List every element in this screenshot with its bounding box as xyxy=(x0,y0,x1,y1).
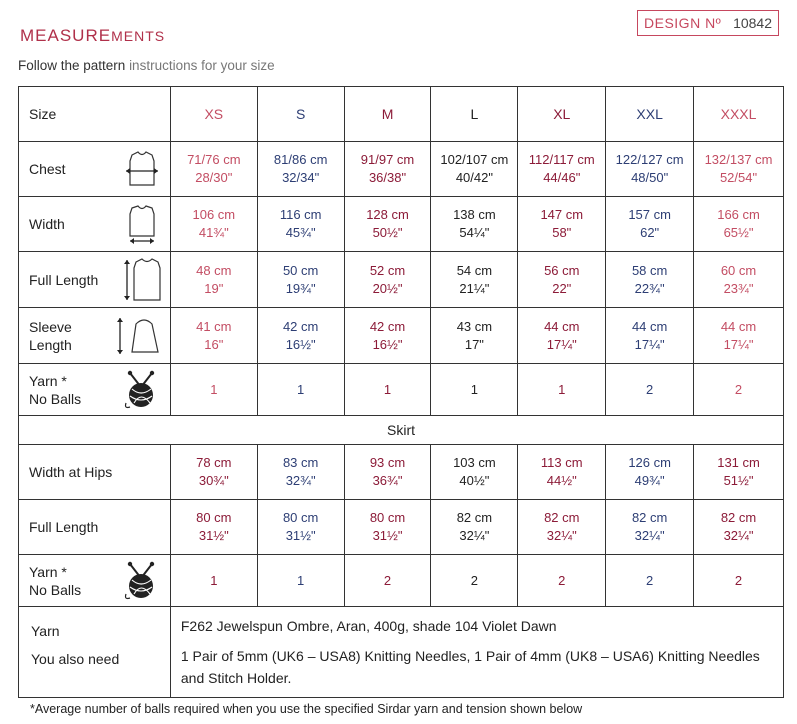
value-cell: 1 xyxy=(431,364,518,416)
value-cell: 2 xyxy=(694,364,784,416)
title-main: MEASURE xyxy=(20,26,112,45)
table-row xyxy=(19,416,784,445)
full-length-label: Full Length xyxy=(29,271,99,288)
value-cell: 50 cm 19¾" xyxy=(257,252,344,308)
value-cell: 82 cm 32¼" xyxy=(694,500,784,555)
value-cell: 112/117 cm 44/46" xyxy=(518,142,606,197)
yarn-ball-icon xyxy=(120,560,162,602)
value-cell: 54 cm 21¼" xyxy=(431,252,518,308)
table-row xyxy=(19,607,784,698)
value-cell: 80 cm 31½" xyxy=(257,500,344,555)
chest-diagram-icon xyxy=(122,149,162,189)
value-cell: 138 cm 54¼" xyxy=(431,197,518,252)
value-cell: 1 xyxy=(170,364,257,416)
table-row xyxy=(19,252,784,308)
notes-values xyxy=(170,607,783,698)
measurements-table xyxy=(18,86,784,698)
value-cell: 80 cm 31½" xyxy=(344,500,431,555)
table-row xyxy=(19,555,784,607)
value-cell: 132/137 cm 52/54" xyxy=(694,142,784,197)
value-cell: 43 cm 17" xyxy=(431,308,518,364)
value-cell: 52 cm 20½" xyxy=(344,252,431,308)
yarn-ball-icon xyxy=(120,369,162,411)
value-cell: 102/107 cm 40/42" xyxy=(431,142,518,197)
value-cell: 1 xyxy=(170,555,257,607)
value-cell: 48 cm 19" xyxy=(170,252,257,308)
size-header: L xyxy=(431,87,518,142)
design-number-box xyxy=(637,10,779,36)
row-label xyxy=(19,364,171,416)
value-cell: 2 xyxy=(344,555,431,607)
value-cell: 2 xyxy=(606,555,694,607)
title-rest: MENTS xyxy=(111,28,166,44)
value-cell: 81/86 cm 32/34" xyxy=(257,142,344,197)
value-cell: 157 cm 62" xyxy=(606,197,694,252)
value-cell: 58 cm 22¾" xyxy=(606,252,694,308)
page-title xyxy=(20,26,165,46)
value-cell: 126 cm 49¾" xyxy=(606,445,694,500)
value-cell: 78 cm 30¾" xyxy=(170,445,257,500)
table-row xyxy=(19,308,784,364)
footnote: *Average number of balls required when you use the specified Sirdar yarn and tension shown below xyxy=(30,702,583,716)
yarn-notes-value: F262 Jewelspun Ombre, Aran, 400g, shade 104 Violet Dawn xyxy=(180,618,557,634)
subtitle-part-a: Follow the pattern xyxy=(18,58,130,73)
table-row xyxy=(19,142,784,197)
value-cell: 80 cm 31½" xyxy=(170,500,257,555)
size-label: Size xyxy=(19,87,171,142)
value-cell: 106 cm 41¾" xyxy=(170,197,257,252)
value-cell: 2 xyxy=(431,555,518,607)
notes-labels xyxy=(19,607,171,698)
yarn-notes-label: Yarn xyxy=(31,623,60,639)
skirt-yarn-label: Yarn * No Balls xyxy=(29,563,82,598)
subtitle xyxy=(18,58,275,73)
value-cell: 93 cm 36¾" xyxy=(344,445,431,500)
table-row xyxy=(19,87,784,142)
value-cell: 113 cm 44½" xyxy=(518,445,606,500)
value-cell: 1 xyxy=(257,364,344,416)
skirt-length-label: Full Length xyxy=(19,500,171,555)
row-label xyxy=(19,555,171,607)
size-header: XXXL xyxy=(694,87,784,142)
size-header: XS xyxy=(170,87,257,142)
row-label xyxy=(19,197,171,252)
value-cell: 122/127 cm 48/50" xyxy=(606,142,694,197)
yarn-label: Yarn * No Balls xyxy=(29,372,82,407)
width-label: Width xyxy=(29,216,65,232)
table-row xyxy=(19,445,784,500)
value-cell: 56 cm 22" xyxy=(518,252,606,308)
chest-label: Chest xyxy=(29,161,66,177)
subtitle-part-b: instructions for your size xyxy=(129,58,275,73)
value-cell: 82 cm 32¼" xyxy=(431,500,518,555)
value-cell: 1 xyxy=(344,364,431,416)
value-cell: 71/76 cm 28/30" xyxy=(170,142,257,197)
width-diagram-icon xyxy=(122,204,162,244)
value-cell: 42 cm 16½" xyxy=(344,308,431,364)
value-cell: 44 cm 17¼" xyxy=(606,308,694,364)
design-label: DESIGN Nº xyxy=(644,15,722,31)
size-header: M xyxy=(344,87,431,142)
value-cell: 42 cm 16½" xyxy=(257,308,344,364)
value-cell: 44 cm 17¼" xyxy=(518,308,606,364)
sleeve-diagram-icon xyxy=(114,312,162,360)
size-header: XXL xyxy=(606,87,694,142)
value-cell: 44 cm 17¼" xyxy=(694,308,784,364)
value-cell: 2 xyxy=(606,364,694,416)
length-diagram-icon xyxy=(122,256,162,304)
value-cell: 82 cm 32¼" xyxy=(606,500,694,555)
value-cell: 2 xyxy=(518,555,606,607)
value-cell: 1 xyxy=(257,555,344,607)
row-label xyxy=(19,252,171,308)
value-cell: 166 cm 65½" xyxy=(694,197,784,252)
design-number: 10842 xyxy=(733,15,772,31)
value-cell: 1 xyxy=(518,364,606,416)
table-row xyxy=(19,500,784,555)
size-header: XL xyxy=(518,87,606,142)
value-cell: 116 cm 45¾" xyxy=(257,197,344,252)
value-cell: 83 cm 32¾" xyxy=(257,445,344,500)
value-cell: 147 cm 58" xyxy=(518,197,606,252)
value-cell: 103 cm 40½" xyxy=(431,445,518,500)
row-label xyxy=(19,142,171,197)
value-cell: 131 cm 51½" xyxy=(694,445,784,500)
need-notes-label: You also need xyxy=(31,651,120,667)
value-cell: 128 cm 50½" xyxy=(344,197,431,252)
value-cell: 41 cm 16" xyxy=(170,308,257,364)
table-row xyxy=(19,364,784,416)
hips-label: Width at Hips xyxy=(19,445,171,500)
skirt-header: Skirt xyxy=(19,416,784,445)
table-row xyxy=(19,197,784,252)
value-cell: 91/97 cm 36/38" xyxy=(344,142,431,197)
value-cell: 2 xyxy=(694,555,784,607)
value-cell: 82 cm 32¼" xyxy=(518,500,606,555)
sleeve-label: Sleeve Length xyxy=(29,318,72,353)
size-header: S xyxy=(257,87,344,142)
value-cell: 60 cm 23¾" xyxy=(694,252,784,308)
row-label xyxy=(19,308,171,364)
need-notes-value: 1 Pair of 5mm (UK6 – USA8) Knitting Needles, 1 Pair of 4mm (UK8 – USA6) Knitting Needles and Stitch Holder. xyxy=(180,648,760,686)
